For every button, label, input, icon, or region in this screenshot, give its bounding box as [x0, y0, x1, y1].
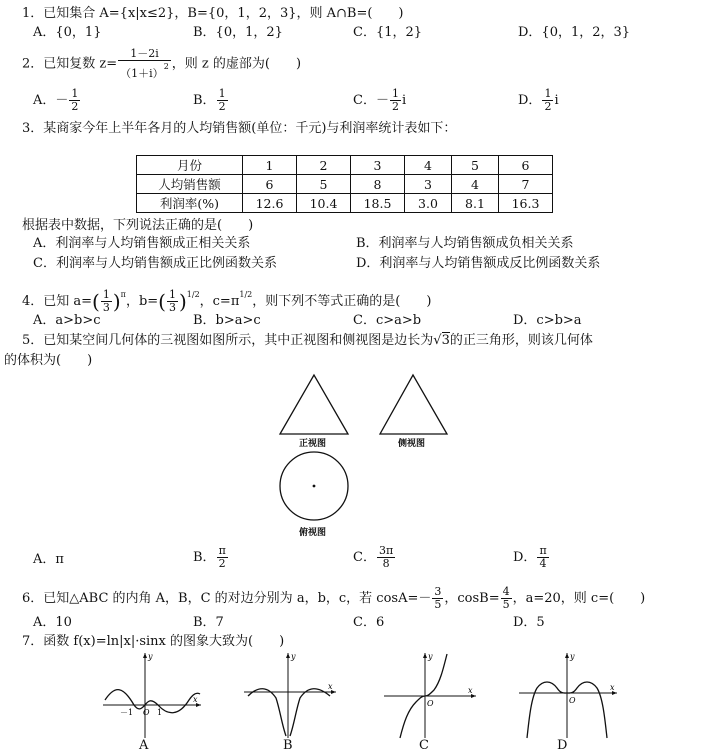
q4-stem: 4．已知 a=( $\frac{1}{3}$ )$^\pi$，b=( $\frac{1}{3}$ )$^{1/2}$，$c=\pi^{1/2}$，则下列不等式正确的是( )	[22, 288, 432, 314]
q1-option-d[interactable]: D．{0，1，2，3}	[518, 25, 631, 40]
q3-option-b[interactable]: B．利润率与人均销售额成负相关关系	[356, 236, 574, 251]
q1-option-c[interactable]: C．{1，2}	[353, 25, 423, 40]
q5-option-c[interactable]: C． $\frac{3\pi}{8}$	[353, 544, 394, 570]
q1-stem: 1．已知集合 A={x|x≤2}，B={0，1，2，3}，则 A∩B=( )	[22, 6, 404, 21]
graph-d[interactable]	[515, 650, 620, 740]
table-cell: 6	[499, 156, 553, 175]
table-cell: 4	[405, 156, 452, 175]
svg-text:y: y	[570, 652, 575, 661]
q5-stem-line1: 5．已知某空间几何体的三视图如图所示，其中正视图和侧视图是边长为√3的正三角形，则该几何体	[22, 333, 593, 348]
table-row	[137, 194, 553, 213]
svg-text:x: x	[328, 682, 333, 691]
tick-neg1: －1	[120, 708, 134, 717]
table-cell: 6	[243, 175, 297, 194]
q6-option-b[interactable]: B．7	[193, 615, 224, 630]
q3-table	[136, 155, 553, 213]
table-cell: 人均销售额	[137, 175, 243, 194]
svg-text:O: O	[569, 696, 576, 705]
q4-option-a[interactable]: A．a>b>c	[33, 313, 101, 328]
q6-option-c[interactable]: C．6	[353, 615, 385, 630]
q2-option-d[interactable]: D． $\frac{1}{2}$ i	[518, 87, 559, 113]
q5-three-views	[270, 370, 460, 540]
table-cell: 3	[405, 175, 452, 194]
q3-prompt: 根据表中数据，下列说法正确的是( )	[22, 218, 254, 233]
table-cell: 7	[499, 175, 553, 194]
svg-text:y: y	[291, 652, 296, 661]
table-cell: 1	[243, 156, 297, 175]
table-row	[137, 175, 553, 194]
graph-c-label: C	[419, 738, 429, 753]
origin-label: O	[143, 708, 150, 717]
table-cell: 12.6	[243, 194, 297, 213]
q6-option-d[interactable]: D．5	[513, 615, 545, 630]
side-view-caption: 侧视图	[398, 439, 426, 449]
svg-text:y: y	[428, 652, 433, 661]
side-view-triangle	[380, 375, 447, 434]
table-cell: 16.3	[499, 194, 553, 213]
q4-option-d[interactable]: D．c>b>a	[513, 313, 582, 328]
q2-option-c[interactable]: C．－ $\frac{1}{2}$ i	[353, 87, 407, 113]
table-cell: 5	[452, 156, 499, 175]
q1-option-b[interactable]: B．{0，1，2}	[193, 25, 283, 40]
sqrt-sign: √	[433, 333, 442, 348]
table-cell: 3	[351, 156, 405, 175]
table-cell: 10.4	[297, 194, 351, 213]
graph-c[interactable]	[380, 650, 480, 740]
q5-stem-line2: 的体积为( )	[4, 353, 93, 368]
q1-option-a[interactable]: A．{0，1}	[33, 25, 102, 40]
q5-option-b[interactable]: B． $\frac{\pi}{2}$	[193, 544, 226, 570]
graph-a-label: A	[139, 738, 149, 753]
q2-z-fraction: $\frac{1-2i}{(1+i)^2}$	[120, 47, 169, 80]
q5-option-a[interactable]: A．π	[33, 552, 64, 567]
front-view-triangle	[280, 375, 348, 434]
tick-1: 1	[157, 708, 163, 717]
q4-option-b[interactable]: B．b>a>c	[193, 313, 261, 328]
svg-text:x: x	[610, 683, 615, 692]
q6-stem: 6．已知△ABC 的内角 A，B，C 的对边分别为 a，b，c，若 cosA=－ $\frac{3}{5}$ ，cosB= $\frac{4}{5}$ ，a=20，则 c=( )	[22, 585, 646, 611]
table-cell: 5	[297, 175, 351, 194]
q6-option-a[interactable]: A．10	[33, 615, 72, 630]
q3-option-c[interactable]: C．利润率与人均销售额成正比例函数关系	[33, 256, 277, 271]
q5-option-d[interactable]: D． $\frac{\pi}{4}$	[513, 544, 547, 570]
table-cell: 4	[452, 175, 499, 194]
table-cell: 3.0	[405, 194, 452, 213]
q3-stem: 3．某商家今年上半年各月的人均销售额(单位：千元)与利润率统计表如下：	[22, 121, 457, 136]
q2-stem: 2．已知复数 z= $\frac{1-2i}{(1+i)^2}$ ，则 z 的虚部为( )	[22, 47, 302, 80]
graph-b[interactable]	[240, 650, 340, 740]
table-row	[137, 156, 553, 175]
table-cell: 2	[297, 156, 351, 175]
q3-option-a[interactable]: A．利润率与人均销售额成正相关关系	[33, 236, 251, 251]
q4-option-c[interactable]: C．c>a>b	[353, 313, 422, 328]
q7-stem: 7．函数 f(x)=ln|x|·sinx 的图象大致为( )	[22, 634, 285, 649]
front-view-caption: 正视图	[299, 439, 327, 449]
axis-y-label: y	[148, 652, 153, 661]
q3-option-d[interactable]: D．利润率与人均销售额成反比例函数关系	[356, 256, 601, 271]
svg-text:O: O	[427, 699, 434, 708]
top-view-center-dot	[313, 485, 316, 488]
axis-x-label: x	[193, 695, 198, 704]
table-cell: 利润率(%)	[137, 194, 243, 213]
q2-option-b[interactable]: B． $\frac{1}{2}$	[193, 87, 226, 113]
top-view-caption: 俯视图	[299, 528, 327, 538]
graph-a[interactable]	[103, 650, 203, 740]
table-cell: 18.5	[351, 194, 405, 213]
table-cell: 8.1	[452, 194, 499, 213]
table-cell: 月份	[137, 156, 243, 175]
graph-d-label: D	[557, 738, 568, 753]
table-cell: 8	[351, 175, 405, 194]
svg-text:x: x	[468, 686, 473, 695]
graph-b-label: B	[283, 738, 293, 753]
q2-option-a[interactable]: A．－ $\frac{1}{2}$	[33, 87, 79, 113]
